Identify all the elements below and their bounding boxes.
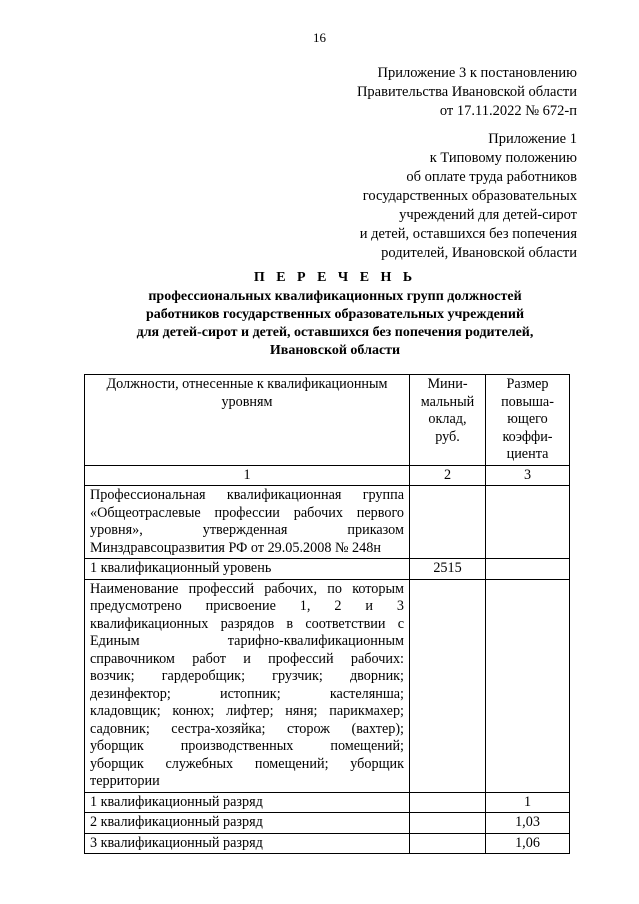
header-coefficient-line: Размер xyxy=(506,376,549,392)
header-min-salary-line: мальный xyxy=(420,393,475,410)
header-positions: Должности, отнесенные к квалификационным уровням xyxy=(85,375,410,466)
grade-salary-cell xyxy=(410,813,486,834)
group-line: Профессиональная квалификационная группа xyxy=(90,487,404,503)
column-number: 2 xyxy=(410,465,486,486)
title-word: П Е Р Е Ч Е Н Ь xyxy=(253,270,417,285)
title-line: работников государственных образовательных учреждений xyxy=(145,307,525,322)
grade-salary-cell xyxy=(410,792,486,813)
professions-line: уборщик служебных помещений; уборщик xyxy=(90,755,404,772)
professions-line: Единым тарифно-квалификационным xyxy=(90,633,404,649)
level-row xyxy=(85,559,570,580)
table-header-row xyxy=(85,375,570,466)
table-row xyxy=(85,833,570,854)
professions-line: кладовщик; конюх; лифтер; няня; парикмахер; xyxy=(90,703,404,719)
group-row xyxy=(85,486,570,559)
appendix-1-line: Приложение 1 xyxy=(488,131,577,147)
group-line: Минздравсоцразвития РФ от 29.05.2008 № 248н xyxy=(90,539,381,556)
appendix-3-line: Правительства Ивановской области xyxy=(356,84,577,100)
professions-description xyxy=(85,579,410,792)
professions-coef-cell xyxy=(486,579,570,792)
professions-line: справочником работ и профессий рабочих: xyxy=(90,650,404,667)
professions-line: Наименование профессий рабочих, по которым xyxy=(90,580,404,597)
title-line: Ивановской области xyxy=(269,343,401,358)
professions-line: предусмотрено присвоение 1, 2 и 3 xyxy=(90,598,404,614)
level-salary: 2515 xyxy=(410,559,486,580)
appendix-1-line: об оплате труда работников xyxy=(406,169,577,185)
page-number: 16 xyxy=(313,30,326,45)
group-coef-cell xyxy=(486,486,570,559)
table-row xyxy=(85,813,570,834)
header-coefficient-line: циента xyxy=(506,446,549,462)
column-number: 1 xyxy=(85,465,410,486)
professions-row xyxy=(85,579,570,792)
qualification-table xyxy=(84,374,570,854)
column-number-row xyxy=(85,465,570,486)
header-coefficient-line: коэффи- xyxy=(502,428,553,445)
header-min-salary-line: руб. xyxy=(435,428,460,445)
header-min-salary xyxy=(410,375,486,466)
appendix-1-line: к Типовому положению xyxy=(429,150,577,166)
document-title xyxy=(90,269,580,360)
appendix-3-reference xyxy=(357,64,577,121)
appendix-1-line: учреждений для детей-сирот xyxy=(399,207,577,223)
professions-line: дезинфектор; истопник; кастелянша; xyxy=(90,685,404,702)
title-line: для детей-сирот и детей, оставшихся без попечения родителей, xyxy=(136,325,534,340)
level-coef-cell xyxy=(486,559,570,580)
header-coefficient-line: ющего xyxy=(507,411,548,427)
appendix-1-reference xyxy=(360,130,577,263)
grade-coef: 1,03 xyxy=(486,813,570,834)
table-row xyxy=(85,792,570,813)
appendix-1-line: родителей, Ивановской области xyxy=(381,245,577,261)
group-description xyxy=(85,486,410,559)
appendix-3-line: Приложение 3 к постановлению xyxy=(377,65,577,81)
level-label: 1 квалификационный уровень xyxy=(85,559,410,580)
grade-label: 2 квалификационный разряд xyxy=(85,813,410,834)
professions-line: возчик; гардеробщик; грузчик; дворник; xyxy=(90,668,404,684)
title-line: профессиональных квалификационных групп должностей xyxy=(148,289,522,304)
grade-salary-cell xyxy=(410,833,486,854)
column-number: 3 xyxy=(486,465,570,486)
appendix-3-line: от 17.11.2022 № 672-п xyxy=(439,103,577,119)
header-coefficient-line: повыша- xyxy=(501,393,554,410)
appendix-1-line: государственных образовательных xyxy=(362,188,577,204)
appendix-1-line: и детей, оставшихся без попечения xyxy=(359,226,577,242)
group-line: «Общеотраслевые профессии рабочих первого xyxy=(90,504,404,521)
grade-label: 3 квалификационный разряд xyxy=(85,833,410,854)
professions-line: садовник; сестра-хозяйка; сторож (вахтер); xyxy=(90,720,404,737)
professions-salary-cell xyxy=(410,579,486,792)
header-min-salary-line: Мини- xyxy=(427,376,468,392)
professions-line: территории xyxy=(90,773,160,789)
group-salary-cell xyxy=(410,486,486,559)
grade-label: 1 квалификационный разряд xyxy=(85,792,410,813)
professions-line: уборщик производственных помещений; xyxy=(90,738,404,754)
header-min-salary-line: оклад, xyxy=(428,411,467,427)
header-coefficient xyxy=(486,375,570,466)
grade-coef: 1,06 xyxy=(486,833,570,854)
professions-line: квалификационных разрядов в соответствии с xyxy=(90,615,404,632)
grade-coef: 1 xyxy=(486,792,570,813)
group-line: уровня», утвержденная приказом xyxy=(90,522,404,538)
